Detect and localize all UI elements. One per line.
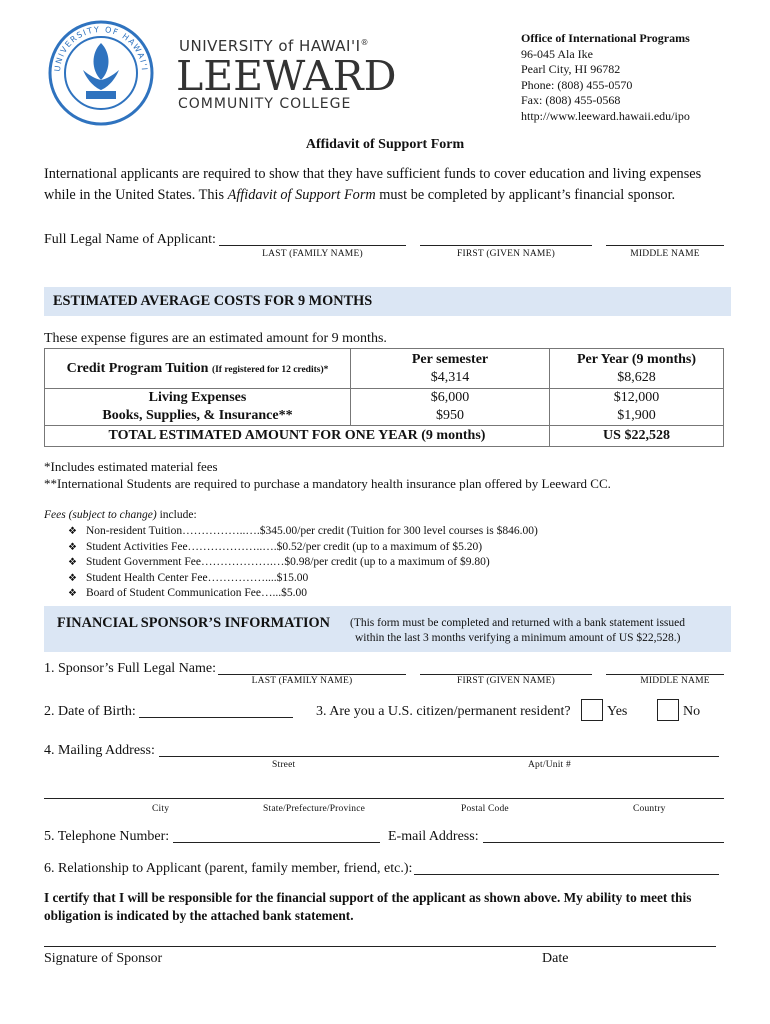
mailing-city-country-field[interactable]: [44, 798, 724, 799]
sponsor-last-caption: LAST (FAMILY NAME): [251, 676, 353, 686]
mailing-street-field[interactable]: [159, 756, 719, 757]
col-semester-header: Per semester: [411, 351, 489, 367]
living-label: Living Expenses: [148, 390, 247, 405]
office-city: Pearl City, HI 96782: [521, 62, 621, 76]
apt-caption: Apt/Unit #: [528, 760, 571, 770]
living-semester: $6,000: [430, 390, 470, 405]
expense-semester-cell: [351, 389, 550, 426]
university-mark: ®: [360, 38, 370, 47]
fees-list-container: [68, 524, 538, 602]
signature-field[interactable]: [44, 946, 716, 947]
table-row: [45, 349, 724, 389]
applicant-last-caption: LAST (FAMILY NAME): [262, 249, 363, 259]
intro-italic-form-name: Affidavit of Support Form: [227, 187, 376, 203]
relationship-label: 6. Relationship to Applicant (parent, family member, friend, etc.):: [44, 861, 413, 876]
office-address-block: [521, 31, 690, 124]
expense-year-cell: [550, 389, 724, 426]
svg-text:UNIVERSITY OF HAWAI'I: UNIVERSITY OF HAWAI'I: [52, 24, 150, 72]
citizen-question: 3. Are you a U.S. citizen/permanent resident?: [316, 704, 571, 719]
certification-statement: I certify that I will be responsible for the financial support of the applicant as shown above. My ability to meet this obligation is indicated by the attached bank statement.: [44, 890, 692, 923]
semester-cell: [351, 349, 550, 389]
sponsor-heading-note-2: within the last 3 months verifying a minimum amount of US $22,528.): [355, 632, 681, 644]
city-caption: City: [152, 804, 170, 814]
year-cell: [550, 349, 724, 389]
applicant-middle-name-field[interactable]: [606, 245, 724, 246]
fees-heading-italic: Fees (subject to change): [44, 509, 157, 521]
living-year: $12,000: [613, 390, 660, 405]
sponsor-heading: FINANCIAL SPONSOR’S INFORMATION: [57, 615, 330, 631]
footnote-insurance: **International Students are required to purchase a mandatory health insurance plan offered by Leeward CC.: [44, 476, 611, 491]
office-url[interactable]: http://www.leeward.hawaii.edu/ipo: [521, 108, 690, 123]
sponsor-name-label: 1. Sponsor’s Full Legal Name:: [44, 661, 217, 676]
books-semester: $950: [436, 408, 464, 423]
applicant-name-label: Full Legal Name of Applicant:: [44, 232, 216, 247]
signature-caption: Signature of Sponsor: [44, 951, 163, 966]
citizen-no-label: No: [683, 704, 701, 719]
list-item: ❖ Student Government Fee……………….…$0.98/per credit (up to a maximum of $9.80): [68, 555, 538, 571]
applicant-last-name-field[interactable]: [219, 245, 406, 246]
fees-heading-rest: include:: [156, 509, 197, 521]
tuition-year: $8,628: [617, 369, 656, 385]
intro-paragraph: [44, 164, 730, 206]
costs-heading: ESTIMATED AVERAGE COSTS FOR 9 MONTHS: [53, 293, 373, 309]
telephone-label: 5. Telephone Number:: [44, 829, 170, 844]
col-year-header: Per Year (9 months): [576, 351, 697, 367]
sponsor-heading-note-1: (This form must be completed and returned with a bank statement issued: [350, 617, 686, 629]
list-item: ❖ Student Health Center Fee……………....$15.00: [68, 571, 538, 587]
applicant-first-caption: FIRST (GIVEN NAME): [457, 249, 555, 259]
country-caption: Country: [633, 804, 666, 814]
dob-label: 2. Date of Birth:: [44, 704, 136, 719]
street-caption: Street: [272, 760, 296, 770]
telephone-field[interactable]: [173, 842, 380, 843]
office-title: Office of International Programs: [521, 31, 690, 45]
intro-text-2: must be completed by applicant’s financial sponsor.: [375, 187, 676, 203]
email-label: E-mail Address:: [388, 829, 479, 844]
tuition-label: Credit Program Tuition: [66, 360, 209, 376]
sponsor-middle-name-field[interactable]: [606, 674, 724, 675]
sponsor-first-name-field[interactable]: [420, 674, 592, 675]
college-seal-logo: [48, 18, 154, 128]
state-caption: State/Prefecture/Province: [263, 804, 366, 814]
form-title: Affidavit of Support Form: [305, 137, 465, 152]
email-field[interactable]: [483, 842, 724, 843]
books-label: Books, Supplies, & Insurance**: [102, 408, 293, 423]
citizen-yes-label: Yes: [607, 704, 628, 719]
relationship-field[interactable]: [414, 874, 719, 875]
tuition-note: (If registered for 12 credits)*: [211, 364, 329, 375]
mailing-address-label: 4. Mailing Address:: [44, 743, 155, 758]
footnote-materials: *Includes estimated material fees: [44, 459, 218, 474]
list-item: ❖ Non-resident Tuition……………..….$345.00/per credit (Tuition for 300 level courses is $846.00): [68, 524, 538, 540]
office-street: 96-045 Ala Ike: [521, 46, 593, 61]
college-subtitle: COMMUNITY COLLEGE: [178, 96, 352, 112]
books-year: $1,900: [617, 408, 656, 423]
dob-field[interactable]: [139, 717, 293, 718]
applicant-middle-caption: MIDDLE NAME: [630, 249, 700, 259]
total-label: TOTAL ESTIMATED AMOUNT FOR ONE YEAR (9 months): [45, 426, 550, 447]
college-name: LEEWARD: [176, 52, 397, 100]
tuition-cell: [45, 349, 351, 389]
intro-text-1: International applicants are required to show that they have sufficient funds to cover education and living expenses while in the United States. This: [44, 166, 702, 203]
postal-caption: Postal Code: [461, 804, 509, 814]
office-phone: Phone: (808) 455-0570: [521, 77, 633, 92]
sponsor-middle-caption: MIDDLE NAME: [640, 676, 710, 686]
date-caption: Date: [542, 951, 569, 966]
tuition-semester: $4,314: [430, 369, 470, 385]
applicant-first-name-field[interactable]: [420, 245, 592, 246]
expense-labels-cell: [45, 389, 351, 426]
sponsor-last-name-field[interactable]: [218, 674, 406, 675]
citizen-no-checkbox[interactable]: [657, 699, 679, 721]
sponsor-first-caption: FIRST (GIVEN NAME): [457, 676, 555, 686]
cost-table: [44, 348, 724, 447]
table-row: [45, 389, 724, 426]
fees-heading: [44, 509, 197, 521]
list-item: ❖ Student Activities Fee………………..….$0.52/per credit (up to a maximum of $5.20): [68, 540, 538, 556]
total-year: US $22,528: [550, 426, 724, 447]
office-fax: Fax: (808) 455-0568: [521, 93, 621, 107]
university-line-text: UNIVERSITY of HAWAI'I: [179, 37, 361, 55]
citizen-yes-checkbox[interactable]: [581, 699, 603, 721]
fees-list: [68, 524, 538, 602]
costs-note: These expense figures are an estimated amount for 9 months.: [44, 331, 387, 346]
list-item: ❖ Board of Student Communication Fee…...$5.00: [68, 586, 538, 602]
table-row: [45, 426, 724, 447]
